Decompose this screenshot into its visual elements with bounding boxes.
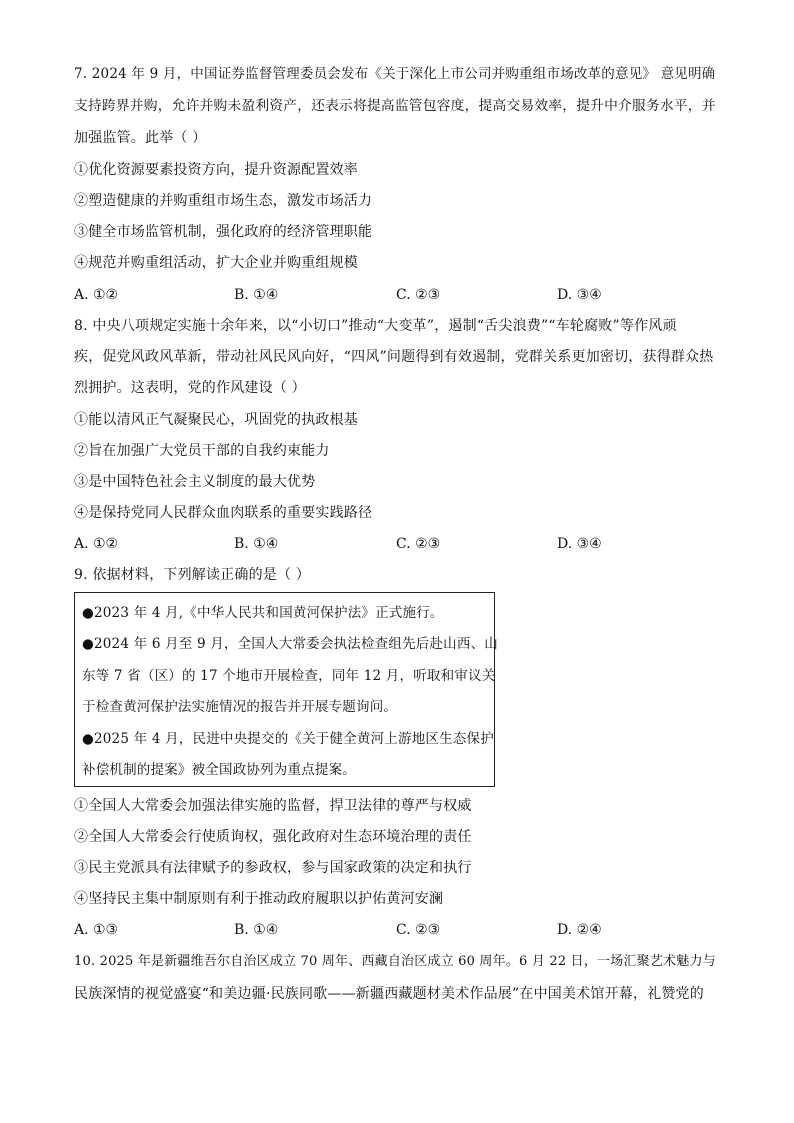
q9-statement-4: ④坚持民主集中制原则有利于推动政府履职以护佑黄河安澜 [74, 891, 444, 907]
q7-option-d: D. ③④ [557, 287, 602, 303]
q9-material-line-1: ●2023 年 4 月,《中华人民共和国黄河保护法》正式施行。 [82, 605, 444, 621]
q8-option-c: C. ②③ [396, 536, 441, 552]
q9-material-line-6: 补偿机制的提案》被全国政协列为重点提案。 [82, 762, 356, 778]
q7-stem-line-3: 加强监管。此举（ ） [74, 130, 207, 146]
q9-option-b: B. ①④ [234, 922, 279, 938]
q8-statement-1: ①能以清风正气凝聚民心，巩固党的执政根基 [74, 412, 358, 428]
q8-option-b: B. ①④ [234, 536, 279, 552]
q7-option-c: C. ②③ [396, 287, 441, 303]
q7-stem-line-2: 支持跨界并购，允许并购未盈利资产，还表示将提高监管包容度，提高交易效率，提升中介服务水平，并 [74, 98, 716, 114]
q9-statement-2: ②全国人大常委会行使质询权，强化政府对生态环境治理的责任 [74, 829, 472, 845]
q9-material-line-3: 东等 7 省（区）的 17 个地市开展检查，同年 12 月，听取和审议关 [82, 668, 496, 684]
q9-statement-3: ③民主党派具有法律赋予的参政权，参与国家政策的决定和执行 [74, 860, 472, 876]
q7-statement-3: ③健全市场监管机制，强化政府的经济管理职能 [74, 224, 373, 240]
q8-option-a: A. ①② [74, 536, 119, 552]
q8-statement-3: ③是中国特色社会主义制度的最大优势 [74, 474, 316, 490]
q10-stem-line-1: 10. 2025 年是新疆维吾尔自治区成立 70 周年、西藏自治区成立 60 周年。6 月 22 日，一场汇聚艺术魅力与 [74, 954, 716, 969]
q9-material-line-2: ●2024 年 6 月至 9 月，全国人大常委会执法检查组先后赴山西、山 [82, 636, 498, 652]
q7-statement-4: ④规范并购重组活动，扩大企业并购重组规模 [74, 255, 358, 271]
q9-material-line-4: 于检查黄河保护法实施情况的报告并开展专题询问。 [82, 699, 398, 715]
q8-stem-line-3: 烈拥护。这表明，党的作风建设（ ） [74, 380, 306, 396]
q7-statement-1: ①优化资源要素投资方向，提升资源配置效率 [74, 162, 358, 178]
q9-option-a: A. ①③ [74, 922, 119, 938]
q8-stem-line-2: 疾，促党风政风革新，带动社风民风向好，“四风”问题得到有效遏制，党群关系更加密切，获得群众热 [74, 349, 714, 365]
q8-option-d: D. ③④ [557, 536, 602, 552]
q9-stem: 9. 依据材料，下列解读正确的是（ ） [74, 567, 311, 583]
q7-stem-line-1: 7. 2024 年 9 月，中国证券监督管理委员会发布《关于深化上市公司并购重组市场改革的意见》 意见明确 [74, 66, 716, 82]
q9-option-d: D. ②④ [557, 922, 602, 938]
q9-material-line-5: ●2025 年 4 月，民进中央提交的《关于健全黄河上游地区生态保护 [82, 731, 494, 747]
q9-option-c: C. ②③ [396, 922, 441, 938]
q9-statement-1: ①全国人大常委会加强法律实施的监督，捍卫法律的尊严与权威 [74, 798, 472, 814]
q8-statement-4: ④是保持党同人民群众血肉联系的重要实践路径 [74, 505, 373, 521]
q7-option-b: B. ①④ [234, 287, 279, 303]
q7-statement-2: ②塑造健康的并购重组市场生态，激发市场活力 [74, 193, 373, 209]
q8-statement-2: ②旨在加强广大党员干部的自我约束能力 [74, 443, 330, 459]
q7-option-a: A. ①② [74, 287, 119, 303]
q8-stem-line-1: 8. 中央八项规定实施十余年来，以“小切口”推动“大变革”，遏制“舌尖浪费”“车轮腐败”等作风顽 [74, 318, 677, 334]
q10-stem-line-2: 民族深情的视觉盛宴“和美边疆·民族同歌——新疆西藏题材美术作品展”在中国美术馆开幕，礼赞党的 [74, 986, 704, 1002]
